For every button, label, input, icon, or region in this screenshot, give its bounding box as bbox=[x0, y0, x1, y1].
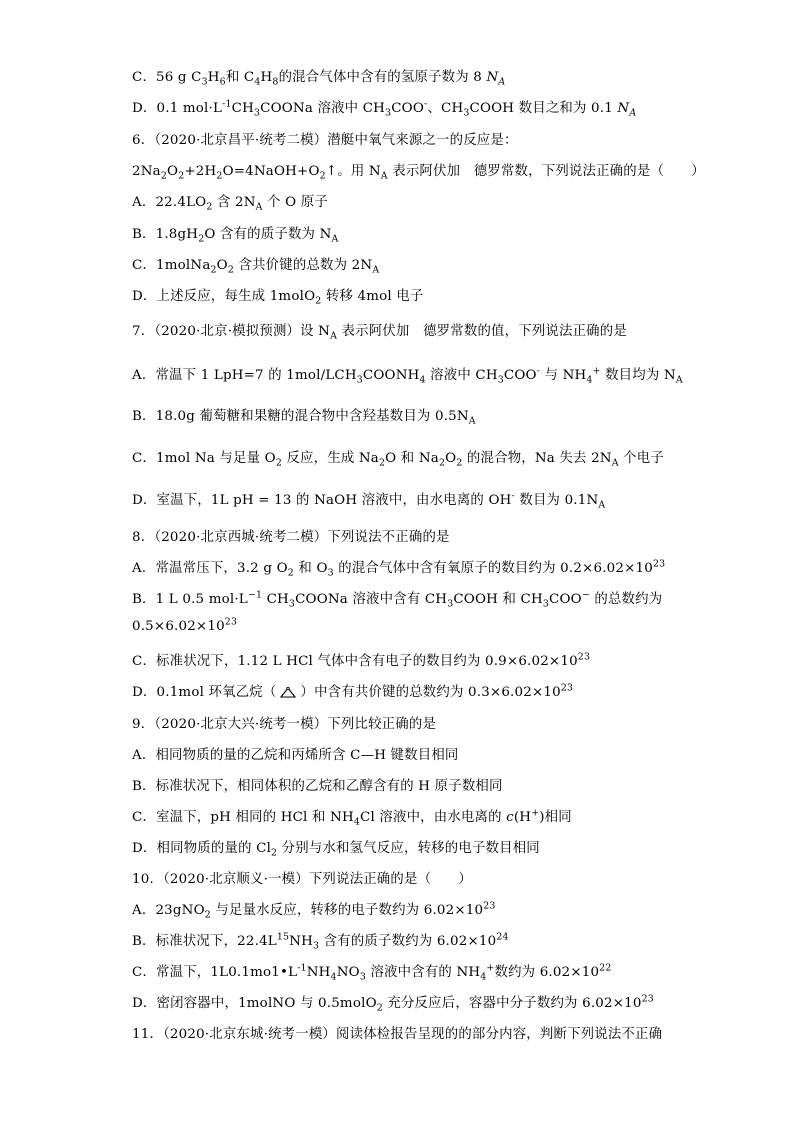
option-line: B．18.0g 葡萄糖和果糖的混合物中含羟基数目为 $0.5N_A$ bbox=[132, 409, 476, 427]
epoxide-ring-icon bbox=[278, 685, 298, 699]
option-line: $0.5\times 6.02\times 10^{23}$ bbox=[132, 616, 238, 634]
option-line: D．0.1 $mol\cdot L^{-1}CH_3COONa$ 溶液中 $CH_3COO^-$、$CH_3COOH$ 数目之和为 0.1 $N_A$ bbox=[132, 98, 637, 119]
question-line: 9．（2020·北京大兴·统考一模）下列比较正确的是 bbox=[132, 717, 437, 732]
option-line: A．常温下 1 LpH=7 的 $1mol/LCH_3COONH_4$ 溶液中 $CH_3COO^-$ 与 $NH_4^+$ 数目均为 $N_A$ bbox=[132, 365, 683, 386]
option-line: C．56 g $C_3H_6$和 $C_4H_8$的混合气体中含有的氢原子数为 8 $N_A$ bbox=[132, 70, 506, 88]
question-line: 6．（2020·北京昌平·统考二模）潜艇中氧气来源之一的反应是： bbox=[132, 133, 518, 148]
option-line: A．23gNO$_2$ 与足量水反应，转移的电子数约为 $6.02\times 10^{23}$ bbox=[132, 900, 496, 921]
option-line: B．$1.8gH_2O$ 含有的质子数为 $N_A$ bbox=[132, 227, 339, 245]
question-line: 8．（2020·北京西城·统考二模）下列说法不正确的是 bbox=[132, 530, 450, 545]
option-line: C．常温下，$1L0.1mo1•L^{-1}NH_4NO_3$ 溶液中含有的 $NH_4^+$数约为 $6.02\times 10^{22}$ bbox=[132, 962, 612, 983]
option-line: D．上述反应，每生成 1molO$_2$ 转移 4mol 电子 bbox=[132, 289, 424, 307]
option-line: C．1mol Na 与足量 $O_2$ 反应，生成 $Na_2O$ 和 $Na_2O_2$ 的混合物，Na 失去 $2N_A$ 个电子 bbox=[132, 451, 664, 469]
question-line: 10．（2020·北京顺义·一模）下列说法正确的是（ ） bbox=[132, 872, 472, 887]
option-line: C．标准状况下，1.12 L HCl 气体中含有电子的数目约为 $0.9\times 6.02\times 10^{23}$ bbox=[132, 651, 591, 669]
question-line: 7．（2020·北京·模拟预测）设 $N_A$ 表示阿伏加 德罗常数的值，下列说法正确的是 bbox=[132, 324, 627, 342]
option-line: A．相同物质的量的乙烷和丙烯所含 C—H 键数目相同 bbox=[132, 748, 459, 763]
question-line: 11．（2020·北京东城·统考一模）阅读体检报告呈现的的部分内容，判断下列说法不正确 bbox=[132, 1027, 663, 1042]
option-line: C．室温下，pH 相同的 HCl 和 $NH_4Cl$ 溶液中，由水电离的 c(H+)相同 bbox=[132, 807, 572, 828]
option-line: B．标准状况下，$22.4L^{15}NH_3$ 含有的质子数约为 $6.02\times 10^{24}$ bbox=[132, 931, 509, 952]
option-line: B．标准状况下，相同体积的乙烷和乙醇含有的 H 原子数相同 bbox=[132, 779, 503, 794]
option-line: D．相同物质的量的 $Cl_2$ 分别与水和氢气反应，转移的电子数目相同 bbox=[132, 841, 540, 859]
option-line: D．室温下，1L pH = 13 的 NaOH 溶液中，由水电离的 OH- 数目为 $0.1N_A$ bbox=[132, 490, 606, 511]
question-line: $2Na_2O_2+2H_2O=4NaOH+O_2↑$。用 $N_A$ 表示阿伏加 德罗常数，下列说法正确的是（ ） bbox=[132, 164, 705, 182]
option-line: C．$1molNa_2O_2$ 含共价键的总数为 $2N_A$ bbox=[132, 258, 380, 276]
option-line: D．密闭容器中，1molNO 与 0.5molO$_2$ 充分反应后，容器中分子数约为 $6.02\times 10^{23}$ bbox=[132, 993, 654, 1014]
option-line: A．常温常压下，3.2 g $O_2$ 和 $O_3$ 的混合气体中含有氧原子的数目约为 $0.2\times 6.02\times 10^{23}$ bbox=[132, 558, 666, 579]
option-line: D．0.1mol 环氧乙烷（ ）中含有共价键的总数约为 $0.3\times 6.02\times 10^{23}$ bbox=[132, 682, 574, 700]
option-line: B．1 L 0.5 $mol\cdot L^{-1}$ $CH_3COONa$ 溶液中含有 $CH_3COOH$ 和 $CH_3COO^-$ 的总数约为 bbox=[132, 589, 663, 610]
option-line: A．$22.4LO_2$ 含 $2N_A$ 个 O 原子 bbox=[132, 195, 328, 213]
